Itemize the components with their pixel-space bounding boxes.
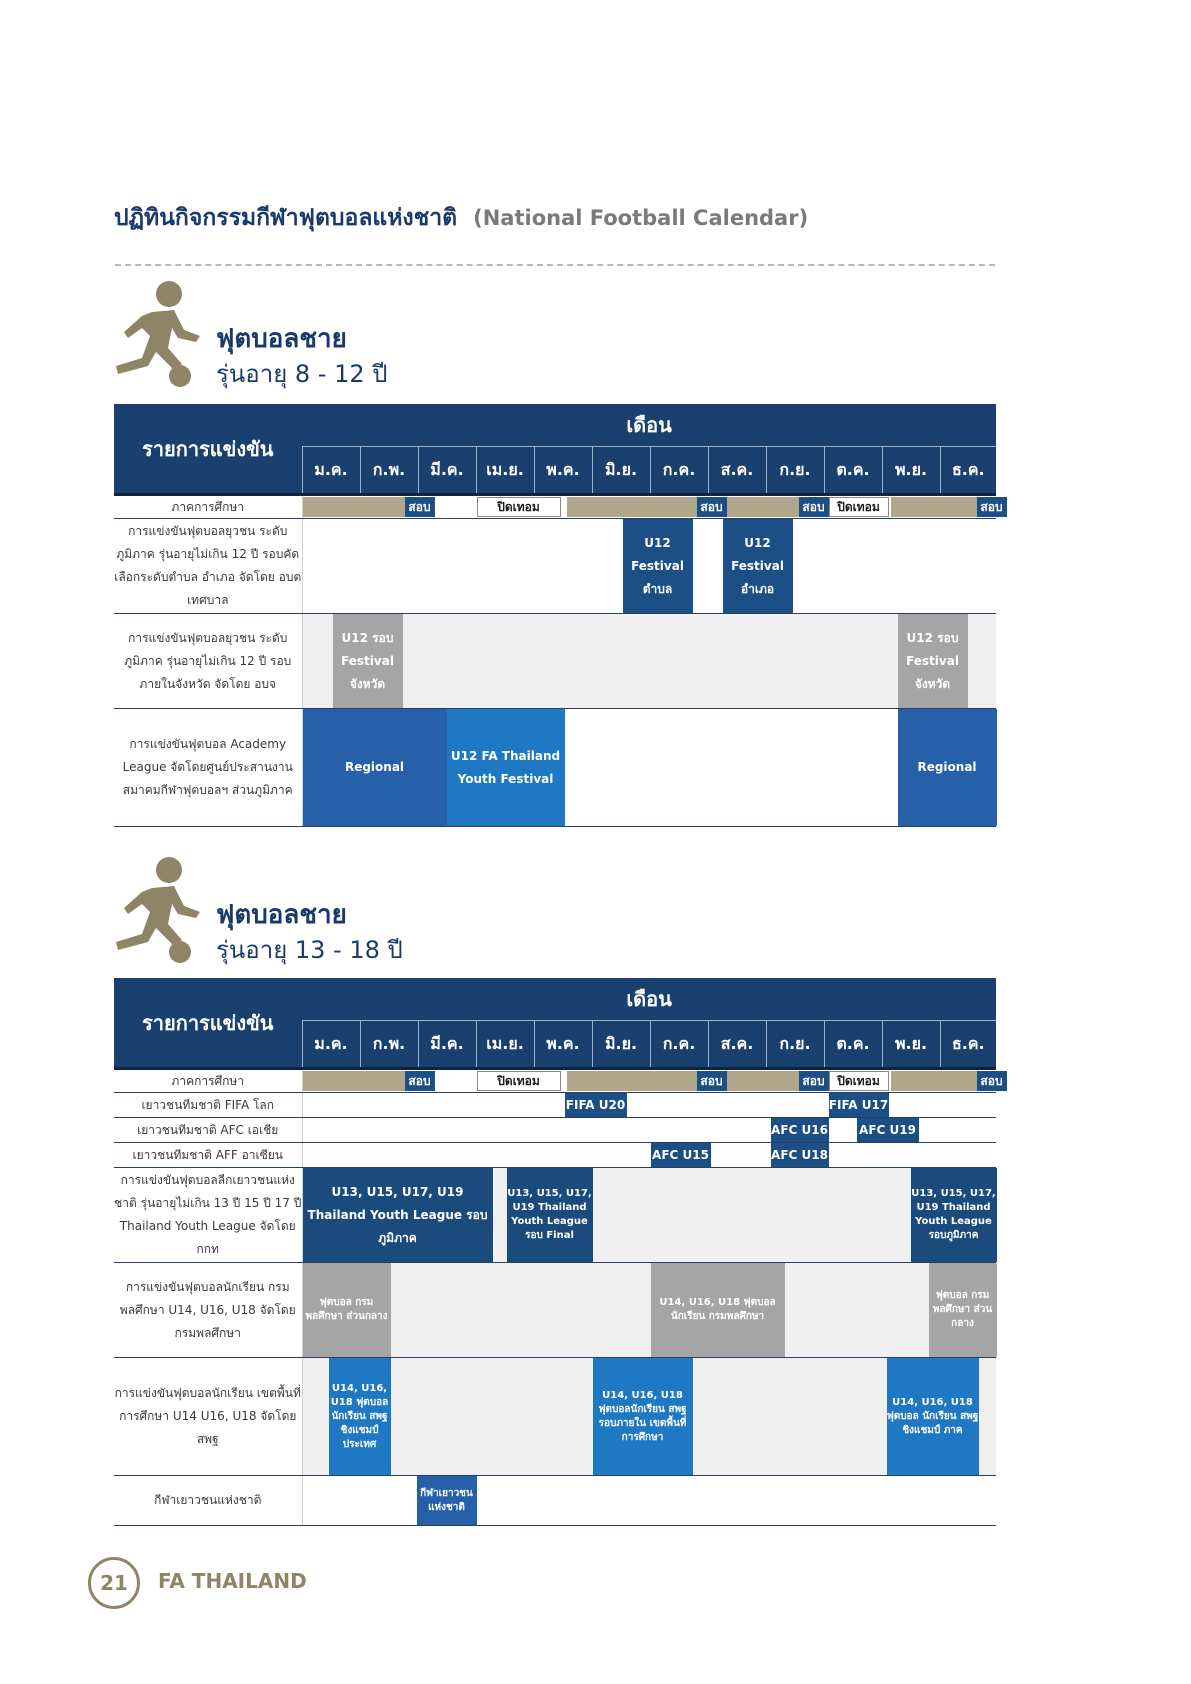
table-row (114, 1118, 996, 1143)
row-track (302, 709, 996, 827)
month-header: ส.ค. (708, 447, 766, 495)
table-row (114, 1263, 996, 1358)
event-bar: U13, U15, U17, U19 Thailand Youth League รอบภูมิภาค (911, 1168, 997, 1262)
event-bar: U13, U15, U17, U19 Thailand Youth League รอบ Final (507, 1168, 593, 1262)
table-row (114, 1143, 996, 1168)
event-bar: ฟุตบอล กรมพลศึกษา ส่วนกลาง (929, 1263, 997, 1357)
event-bar: FIFA U17 (829, 1093, 889, 1117)
event-bar: AFC U16 (771, 1118, 829, 1142)
exam-tag: สอบ (977, 497, 1007, 517)
month-header: พ.ค. (534, 1021, 592, 1069)
header-month: เดือน (302, 404, 996, 447)
row-label: การแข่งขันฟุตบอลลีกเยาวชนแห่งชาติ รุ่นอายุไม่เกิน 13 ปี 15 ปี 17 ปี Thailand Youth League จัดโดย กกท (114, 1168, 302, 1263)
exam-tag: สอบ (405, 497, 435, 517)
row-track (302, 1358, 996, 1476)
break-tag: ปิดเทอม (477, 1071, 561, 1091)
academic-term-track (302, 495, 1003, 519)
page-title (114, 200, 808, 236)
month-header: พ.ย. (882, 447, 940, 495)
month-header: พ.ค. (534, 447, 592, 495)
calendar-table-u18 (114, 978, 1003, 1526)
row-track (302, 1263, 996, 1358)
event-bar: U12 รอบ Festival จังหวัด (898, 614, 968, 708)
section1-title: ฟุตบอลชาย (216, 324, 347, 354)
term-bar (567, 497, 697, 517)
exam-tag: สอบ (405, 1071, 435, 1091)
event-bar: Regional (898, 709, 997, 826)
month-header: ต.ค. (824, 447, 882, 495)
page-number-badge: 21 (88, 1557, 140, 1609)
month-header: ธ.ค. (940, 447, 996, 495)
header-competition: รายการแข่งขัน (114, 404, 302, 495)
row-label: ภาคการศึกษา (114, 1069, 302, 1093)
event-bar: AFC U19 (857, 1118, 919, 1142)
month-header: ส.ค. (708, 1021, 766, 1069)
event-bar: U12 Festival อำเภอ (723, 519, 793, 613)
term-bar (891, 497, 977, 517)
term-bar (891, 1071, 977, 1091)
month-header: ม.ค. (302, 447, 360, 495)
page-title-en: (National Football Calendar) (473, 206, 809, 230)
month-header: มิ.ย. (592, 1021, 650, 1069)
table-row (114, 1093, 996, 1118)
term-bar (727, 497, 799, 517)
football-player-icon (112, 856, 207, 964)
term-bar (727, 1071, 799, 1091)
row-track (302, 519, 996, 614)
row-track (302, 1093, 996, 1118)
row-label: กีฬาเยาวชนแห่งชาติ (114, 1476, 302, 1526)
table-row (114, 1476, 996, 1526)
month-header: ก.ย. (766, 1021, 824, 1069)
section2-subtitle: รุ่นอายุ 13 - 18 ปี (216, 936, 403, 964)
academic-term-track (302, 1069, 1003, 1093)
row-label: เยาวชนทีมชาติ FIFA โลก (114, 1093, 302, 1118)
football-player-icon (112, 280, 207, 388)
break-tag: ปิดเทอม (829, 497, 889, 517)
event-bar: U12 Festival ตำบล (623, 519, 693, 613)
month-header: ก.พ. (360, 1021, 418, 1069)
break-tag: ปิดเทอม (829, 1071, 889, 1091)
row-track (302, 1143, 996, 1168)
section2-title: ฟุตบอลชาย (216, 900, 347, 930)
exam-tag: สอบ (799, 1071, 829, 1091)
event-bar: U14, U16, U18 ฟุตบอล นักเรียน สพฐ ชิงแชมป์ ภาค (887, 1358, 979, 1475)
month-header: ก.ค. (650, 1021, 708, 1069)
table-row (114, 519, 996, 614)
exam-tag: สอบ (799, 497, 829, 517)
academic-term-row (114, 495, 996, 519)
event-bar: U14, U16, U18 ฟุตบอลนักเรียน สพฐ รอบภายใน เขตพื้นที่การศึกษา (593, 1358, 693, 1475)
event-bar: U13, U15, U17, U19 Thailand Youth League รอบภูมิภาค (303, 1168, 493, 1262)
month-header: มี.ค. (418, 1021, 476, 1069)
row-track (302, 1118, 996, 1143)
calendar-table-u12 (114, 404, 1003, 827)
row-label: เยาวชนทีมชาติ AFC เอเชีย (114, 1118, 302, 1143)
academic-term-row (114, 1069, 996, 1093)
section1-subtitle: รุ่นอายุ 8 - 12 ปี (216, 360, 388, 388)
event-bar: U14, U16, U18 ฟุตบอล นักเรียน สพฐ ชิงแชมป์ ประเทศ (329, 1358, 391, 1475)
row-label: เยาวชนทีมชาติ AFF อาเซียน (114, 1143, 302, 1168)
event-bar: AFC U18 (771, 1143, 829, 1167)
table-row (114, 1358, 996, 1476)
event-bar: U14, U16, U18 ฟุตบอลนักเรียน กรมพลศึกษา (651, 1263, 785, 1357)
header-competition: รายการแข่งขัน (114, 978, 302, 1069)
month-header: มิ.ย. (592, 447, 650, 495)
row-track (302, 614, 996, 709)
page-title-th: ปฏิทินกิจกรรมกีฬาฟุตบอลแห่งชาติ (114, 205, 458, 231)
exam-tag: สอบ (697, 1071, 727, 1091)
event-bar: U12 FA Thailand Youth Festival (447, 709, 565, 826)
exam-tag: สอบ (977, 1071, 1007, 1091)
row-label: การแข่งขันฟุตบอลยุวชน ระดับภูมิภาค รุ่นอายุไม่เกิน 12 ปี รอบภายในจังหวัด จัดโดย อบจ (114, 614, 302, 709)
term-bar (567, 1071, 697, 1091)
title-divider (115, 264, 995, 266)
term-bar (303, 497, 405, 517)
event-bar: AFC U15 (651, 1143, 711, 1167)
event-bar: Regional (303, 709, 447, 826)
month-header: มี.ค. (418, 447, 476, 495)
row-track (302, 1168, 996, 1263)
term-bar (303, 1071, 405, 1091)
month-header: เม.ย. (476, 447, 534, 495)
month-header: ก.ค. (650, 447, 708, 495)
month-header: ก.ย. (766, 447, 824, 495)
exam-tag: สอบ (697, 497, 727, 517)
event-bar: ฟุตบอล กรมพลศึกษา ส่วนกลาง (303, 1263, 391, 1357)
row-label: การแข่งขันฟุตบอล Academy League จัดโดยศูนย์ประสานงานสมาคมกีฬาฟุตบอลฯ ส่วนภูมิภาค (114, 709, 302, 827)
break-tag: ปิดเทอม (477, 497, 561, 517)
month-header: ม.ค. (302, 1021, 360, 1069)
month-header: เม.ย. (476, 1021, 534, 1069)
header-month: เดือน (302, 978, 996, 1021)
month-header: ธ.ค. (940, 1021, 996, 1069)
month-header: ก.พ. (360, 447, 418, 495)
section2-header (112, 856, 512, 966)
table-row (114, 614, 996, 709)
month-header: พ.ย. (882, 1021, 940, 1069)
table-row (114, 1168, 996, 1263)
table-row (114, 709, 996, 827)
row-label: การแข่งขันฟุตบอลนักเรียน กรมพลศึกษา U14, U16, U18 จัดโดย กรมพลศึกษา (114, 1263, 302, 1358)
section1-header (112, 280, 512, 390)
event-bar: U12 รอบ Festival จังหวัด (333, 614, 403, 708)
row-label: ภาคการศึกษา (114, 495, 302, 519)
row-label: การแข่งขันฟุตบอลยุวชน ระดับภูมิภาค รุ่นอายุไม่เกิน 12 ปี รอบคัดเลือกระดับตำบล อำเภอ จัดโดย อบต เทศบาล (114, 519, 302, 614)
row-label: การแข่งขันฟุตบอลนักเรียน เขตพื้นที่การศึกษา U14 U16, U18 จัดโดย สพฐ (114, 1358, 302, 1476)
event-bar: กีฬาเยาวชน แห่งชาติ (417, 1476, 477, 1525)
month-header: ต.ค. (824, 1021, 882, 1069)
row-track (302, 1476, 996, 1526)
brand-name: FA THAILAND (158, 1569, 307, 1593)
event-bar: FIFA U20 (565, 1093, 627, 1117)
